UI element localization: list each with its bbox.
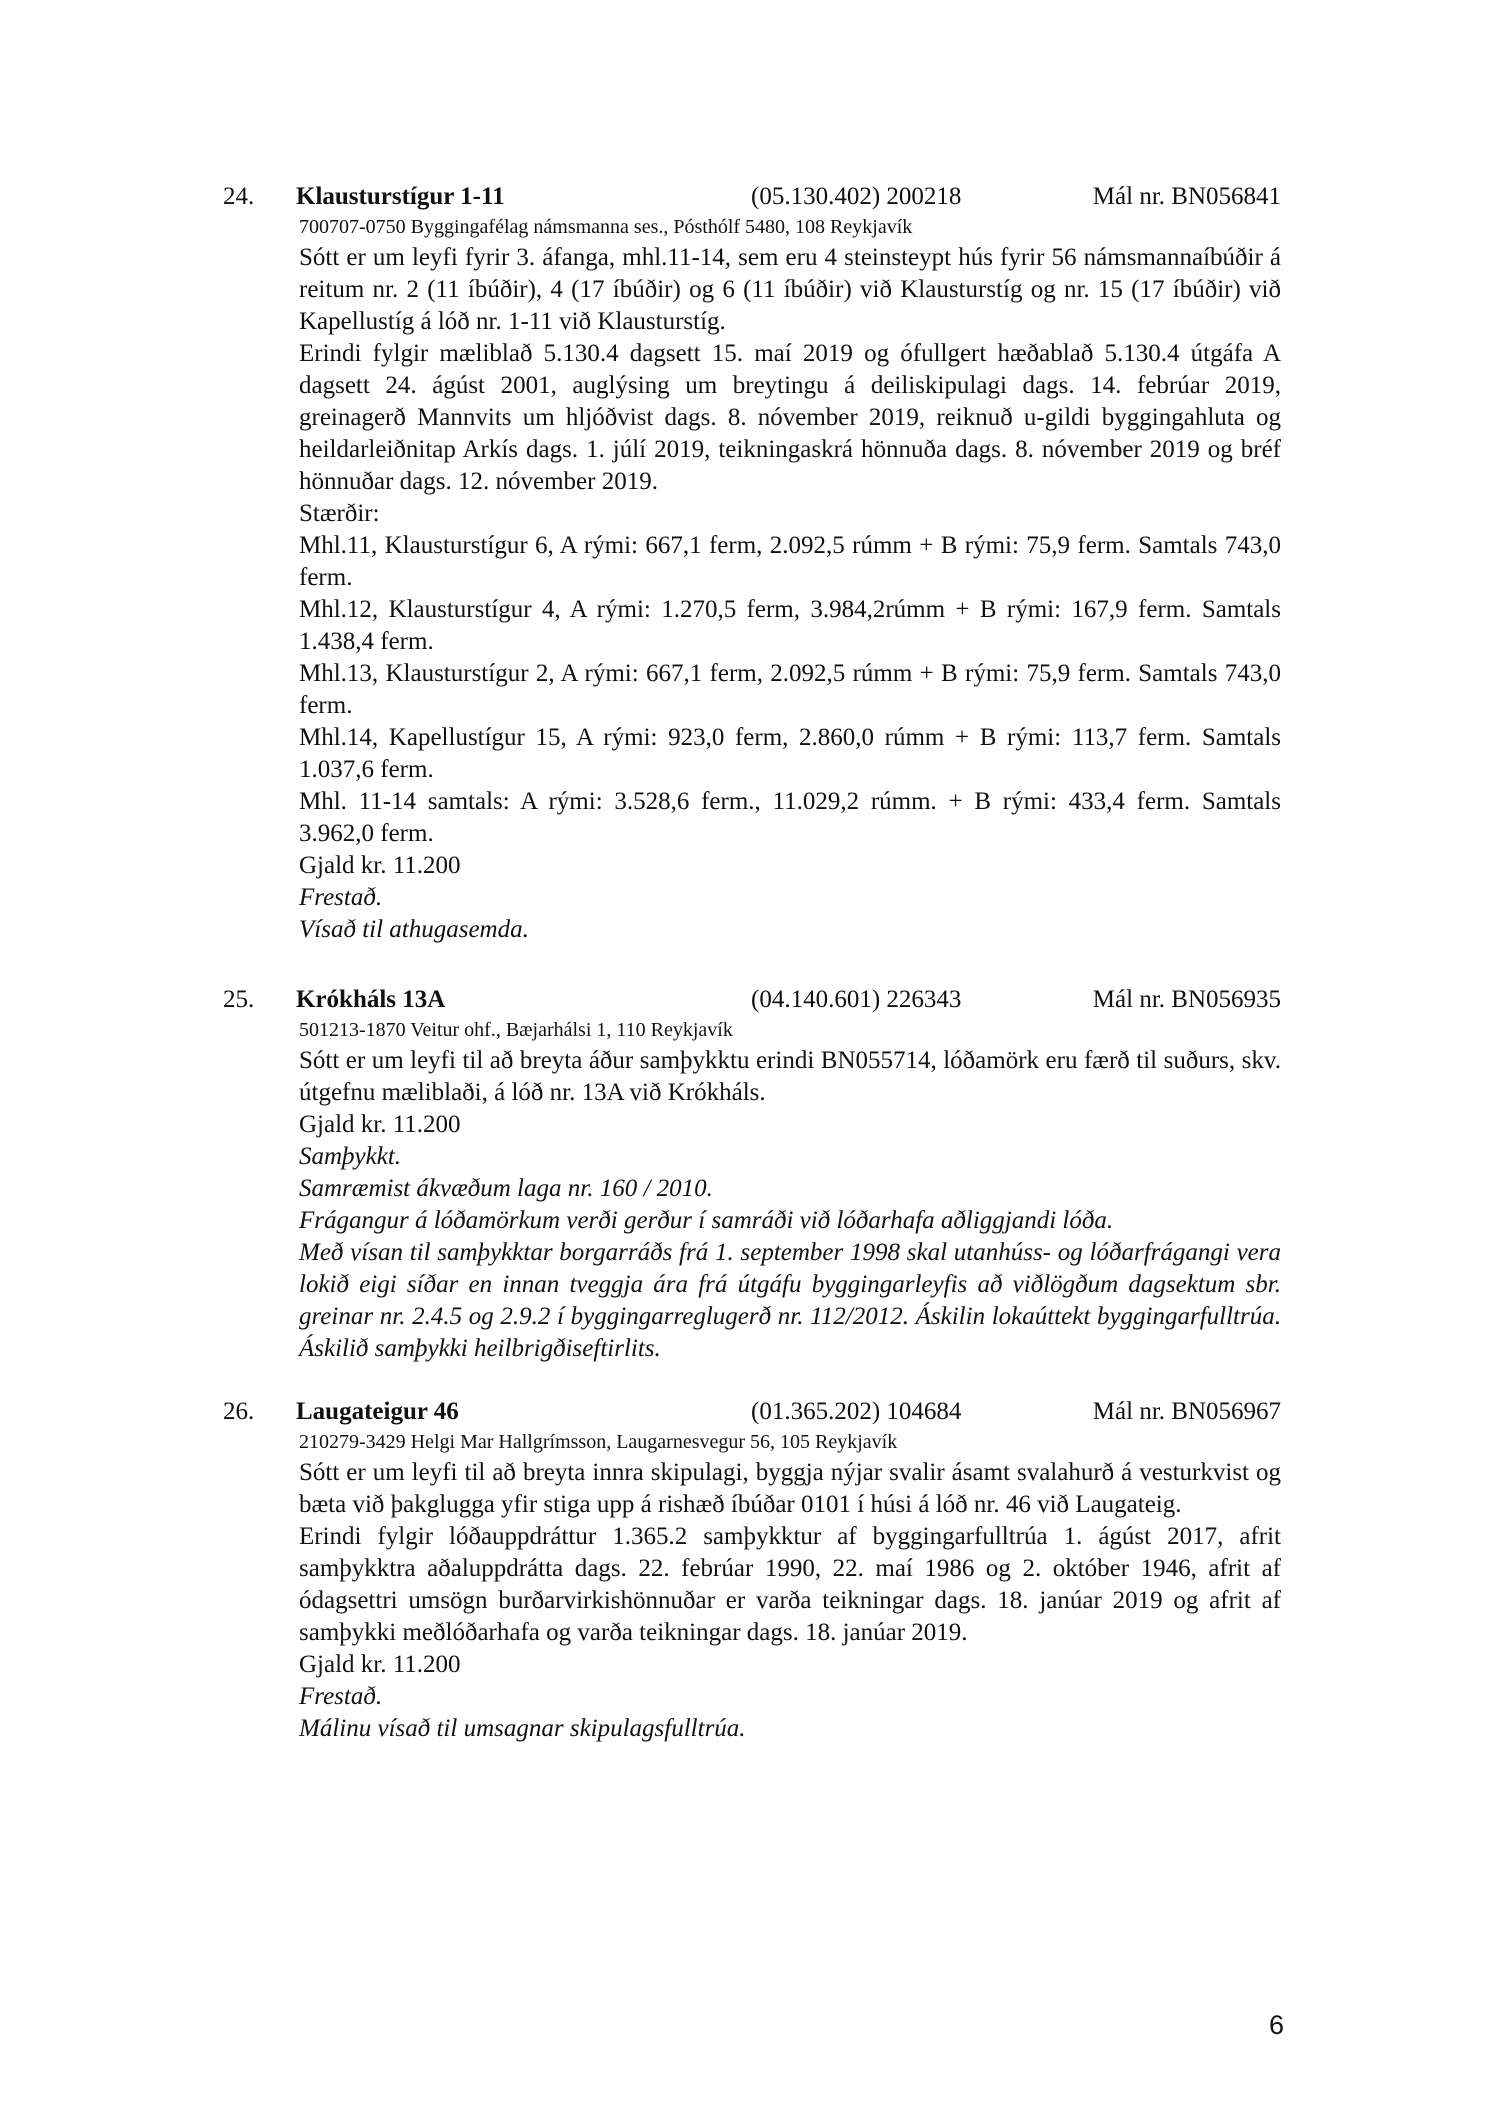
- fee-text: Gjald kr. 11.200: [299, 1111, 461, 1138]
- decision-text: Málinu vísað til umsagnar skipulagsfulltrúa.: [299, 1715, 746, 1742]
- size-line: Mhl.13, Klausturstígur 2, A rými: 667,1 ferm, 2.092,5 rúmm + B rými: 75,9 ferm. Samtals 743,0 ferm.: [299, 660, 1281, 719]
- case-number: 25.: [223, 986, 255, 1013]
- size-line: Mhl.12, Klausturstígur 4, A rými: 1.270,5 ferm, 3.984,2rúmm + B rými: 167,9 ferm. Samtals 1.438,4 ferm.: [299, 596, 1281, 655]
- decision-text: Frestað.: [299, 1683, 383, 1710]
- case-file-number: Mál nr. BN056967: [1092, 1398, 1281, 1425]
- fee-text: Gjald kr. 11.200: [299, 1651, 461, 1678]
- size-line: Mhl.11, Klausturstígur 6, A rými: 667,1 ferm, 2.092,5 rúmm + B rými: 75,9 ferm. Samtals 743,0 ferm.: [299, 532, 1281, 591]
- case-26: [223, 1395, 1281, 1745]
- land-registry-reference: (04.140.601) 226343: [751, 986, 962, 1013]
- applicant: 501213-1870 Veitur ohf., Bæjarhálsi 1, 110 Reykjavík: [299, 1019, 733, 1041]
- decision-text: Frágangur á lóðamörkum verði gerður í samráði við lóðarhafa aðliggjandi lóða.: [299, 1207, 1114, 1234]
- case-body: [299, 1017, 1281, 1365]
- case-header: [223, 1395, 1281, 1429]
- attachments-text: Erindi fylgir lóðauppdráttur 1.365.2 samþykktur af byggingarfulltrúa 1. ágúst 2017, afrit samþykktra aðaluppdrátta dags. 22. febrúar 1990, 22. maí 1986 og 2. október 1946, afrit af ódagsettri umsögn burðarvirkishönnuðar er varða teikningar dags. 18. janúar 2019 og afrit af samþykki meðlóðarhafa og varða teikningar dags. 18. janúar 2019.: [299, 1523, 1281, 1646]
- case-number: 26.: [223, 1398, 255, 1425]
- land-registry-reference: (01.365.202) 104684: [751, 1398, 962, 1425]
- case-body: [299, 214, 1281, 946]
- case-body: [299, 1429, 1281, 1745]
- sizes-heading: Stærðir:: [299, 500, 380, 527]
- applicant: 210279-3429 Helgi Mar Hallgrímsson, Laugarnesvegur 56, 105 Reykjavík: [299, 1431, 898, 1453]
- property-address: Krókháls 13A: [296, 986, 446, 1013]
- case-25: [223, 983, 1281, 1365]
- decision-text: Með vísan til samþykktar borgarráðs frá 1. september 1998 skal utanhúss- og lóðarfrágangi vera lokið eigi síðar en innan tveggja ára frá útgáfu byggingarleyfis að viðlögðum dagsektum sbr. greinar nr. 2.4.5 og 2.9.2 í byggingarreglugerð nr. 112/2012. Áskilin lokaúttekt byggingarfulltrúa. Áskilið samþykki heilbrigðiseftirlits.: [299, 1239, 1281, 1362]
- page-number: 6: [1268, 2010, 1284, 2040]
- case-header: [223, 983, 1281, 1017]
- decision-text: Samræmist ákvæðum laga nr. 160 / 2010.: [299, 1175, 713, 1202]
- decision-text: Samþykkt.: [299, 1143, 402, 1170]
- size-line: Mhl.14, Kapellustígur 15, A rými: 923,0 ferm, 2.860,0 rúmm + B rými: 113,7 ferm. Samtals 1.037,6 ferm.: [299, 724, 1281, 783]
- case-header: [223, 180, 1281, 214]
- case-number: 24.: [223, 183, 255, 210]
- case-file-number: Mál nr. BN056841: [1092, 183, 1281, 210]
- case-24: [223, 180, 1281, 946]
- property-address: Klausturstígur 1-11: [296, 183, 505, 210]
- application-text: Sótt er um leyfi fyrir 3. áfanga, mhl.11-14, sem eru 4 steinsteypt hús fyrir 56 námsmannaíbúðir á reitum nr. 2 (11 íbúðir), 4 (17 íbúðir) og 6 (11 íbúðir) við Klausturstíg og nr. 15 (17 íbúðir) við Kapellustíg á lóð nr. 1-11 við Klausturstíg.: [299, 244, 1281, 335]
- attachments-text: Erindi fylgir mæliblað 5.130.4 dagsett 15. maí 2019 og ófullgert hæðablað 5.130.4 útgáfa A dagsett 24. ágúst 2001, auglýsing um breytingu á deiliskipulagi dags. 14. febrúar 2019, greinagerð Mannvits um hljóðvist dags. 8. nóvember 2019, reiknuð u-gildi byggingahluta og heildarleiðnitap Arkís dags. 1. júlí 2019, teikningaskrá hönnuða dags. 8. nóvember 2019 og bréf hönnuðar dags. 12. nóvember 2019.: [299, 340, 1281, 495]
- decision-text: Frestað.: [299, 884, 383, 911]
- fee-text: Gjald kr. 11.200: [299, 852, 461, 879]
- size-total-line: Mhl. 11-14 samtals: A rými: 3.528,6 ferm., 11.029,2 rúmm. + B rými: 433,4 ferm. Samtals 3.962,0 ferm.: [299, 788, 1281, 847]
- property-address: Laugateigur 46: [296, 1398, 459, 1425]
- decision-text: Vísað til athugasemda.: [299, 916, 529, 943]
- land-registry-reference: (05.130.402) 200218: [751, 183, 962, 210]
- applicant: 700707-0750 Byggingafélag námsmanna ses., Pósthólf 5480, 108 Reykjavík: [299, 216, 913, 238]
- application-text: Sótt er um leyfi til að breyta innra skipulagi, byggja nýjar svalir ásamt svalahurð á vesturkvist og bæta við þakglugga yfir stiga upp á rishæð íbúðar 0101 í húsi á lóð nr. 46 við Laugateig.: [299, 1459, 1281, 1518]
- case-file-number: Mál nr. BN056935: [1092, 986, 1281, 1013]
- application-text: Sótt er um leyfi til að breyta áður samþykktu erindi BN055714, lóðamörk eru færð til suðurs, skv. útgefnu mæliblaði, á lóð nr. 13A við Krókháls.: [299, 1047, 1281, 1106]
